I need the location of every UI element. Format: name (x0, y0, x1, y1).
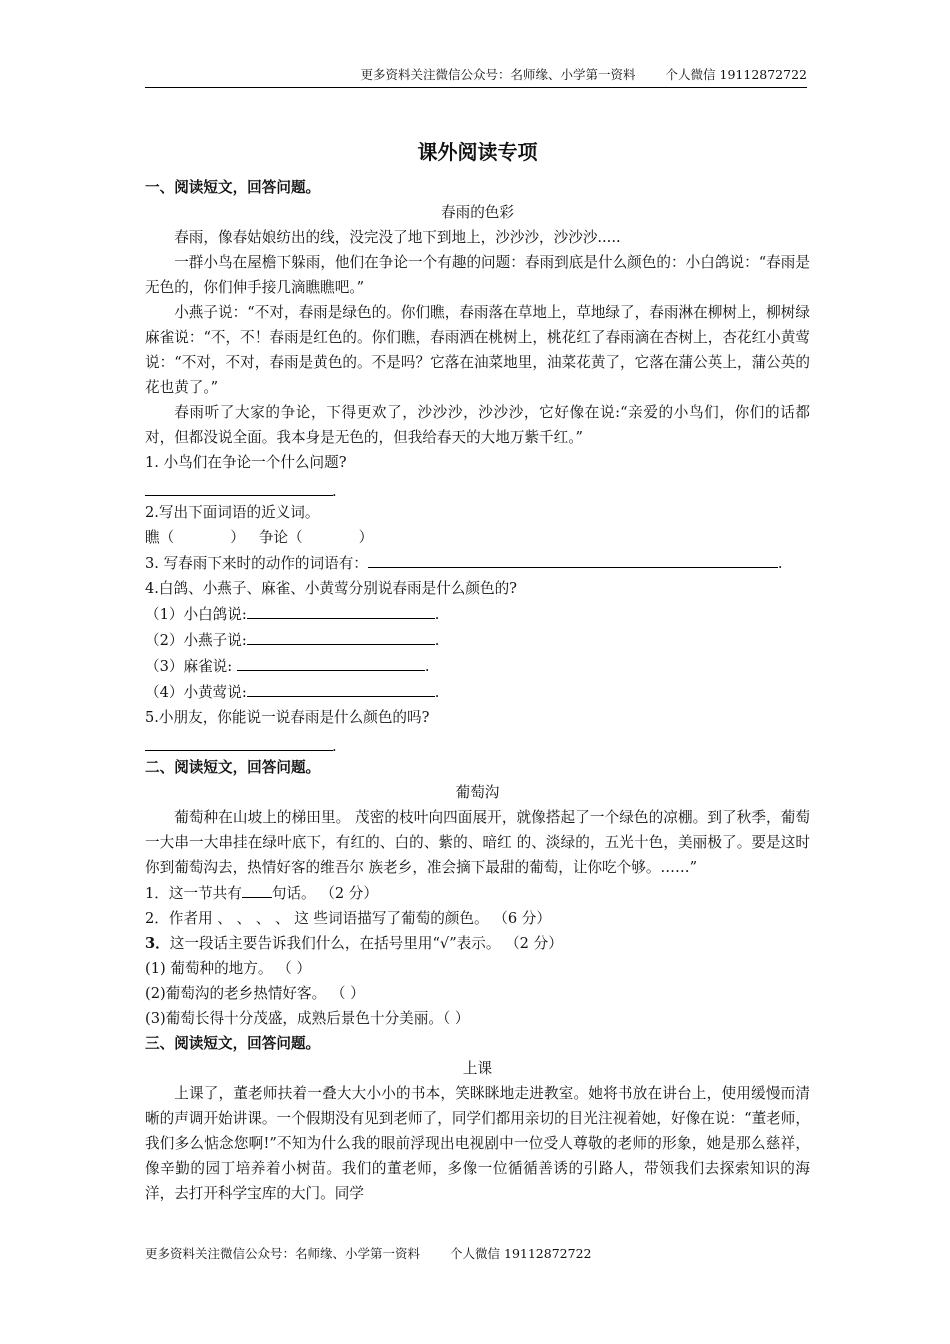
q4-item (145, 601, 810, 627)
option-item[interactable]: (1) 葡萄种的地方。 （ ） (145, 960, 311, 977)
page-footer (145, 1245, 591, 1263)
question-2-2: 2．作者用 、 、 、 、 这 些词语描写了葡萄的颜色。 （6 分） (145, 910, 551, 927)
answer-blank[interactable] (242, 880, 272, 898)
section-2 (145, 755, 810, 1031)
header-rule (145, 87, 807, 88)
answer-line-1-5[interactable] (145, 730, 810, 755)
answer-blank[interactable] (247, 627, 435, 645)
period-mark: . (332, 483, 337, 500)
section-1 (145, 175, 810, 755)
answer-blank[interactable] (237, 653, 425, 671)
footer-right-text: 个人微信 19112872722 (450, 1246, 592, 1261)
q4-item (145, 653, 810, 679)
question-1-2: 2.写出下面词语的近义词。 (145, 504, 320, 521)
section-1-paragraph: 一群小鸟在屋檐下躲雨，他们在争论一个有趣的问题：春雨到底是什么颜色的：小白鸽说：“春雨是无色的，你们伸手接几滴瞧瞧吧。” (145, 254, 810, 296)
period-mark: . (777, 555, 783, 572)
q4-item-label: （3）麻雀说: (145, 658, 237, 675)
synonym-word-1: 瞧（ (145, 529, 175, 546)
section-2-paragraph: 葡萄种在山坡上的梯田里。 茂密的枝叶向四面展开，就像搭起了一个绿色的凉棚。到了秋季，葡萄一大串一大串挂在绿叶底下，有红的、白的、紫的、暗红 的、淡绿的，五光十色，美丽极了。要是这时你到葡萄沟去，热情好客的维吾尔 族老乡，准会摘下最甜的葡萄，让你吃个够。……” (145, 809, 810, 876)
question-2-1-score: 句话。 （2 分） (271, 885, 378, 902)
answer-blank[interactable] (368, 550, 778, 568)
section-1-paragraph: 春雨，像春姑娘纺出的线，没完没了地下到地上，沙沙沙，沙沙沙..... (174, 229, 621, 246)
answer-blank[interactable] (247, 601, 435, 619)
section-1-paragraph: 春雨听了大家的争论，下得更欢了，沙沙沙，沙沙沙，它好像在说:“亲爱的小鸟们，你们的话都对，但都没说全面。我本身是无色的，但我给春天的大地万紫千红。” (145, 404, 810, 446)
period-mark: . (332, 738, 337, 755)
article-title-1: 春雨的色彩 (441, 204, 514, 221)
q4-item (145, 679, 810, 705)
section-3-heading: 三、阅读短文，回答问题。 (145, 1035, 321, 1052)
answer-blank[interactable] (145, 495, 333, 496)
question-2-1-text: 1．这一节共有 (145, 885, 242, 902)
header-right-text: 个人微信 19112872722 (665, 67, 807, 82)
section-1-heading: 一、阅读短文，回答问题。 (145, 179, 321, 196)
section-3-paragraph: 上课了，董老师扶着一叠大大小小的书本，笑眯眯地走进教室。她将书放在讲台上，使用缓慢而清晰的声调开始讲课。一个假期没有见到老师了，同学们都用亲切的目光注视着她，好像在说：“董老师，我们多么惦念您啊!”不知为什么我的眼前浮现出电视剧中一位受人尊敬的老师的形象，她是那么慈祥，像辛勤的园丁培养着小树苗。我们的董老师，多像一位循循善诱的引路人，带领我们去探索知识的海洋，去打开科学宝库的大门。同学 (145, 1085, 810, 1202)
question-1-3 (145, 550, 810, 576)
period-mark: . (434, 632, 440, 649)
synonym-blank-2[interactable] (303, 525, 359, 542)
synonym-blank-1[interactable] (174, 525, 230, 542)
question-2-1 (145, 880, 810, 906)
period-mark: . (424, 658, 430, 675)
question-2-3-number: 3． (145, 935, 170, 952)
page-content (145, 137, 810, 1206)
article-title-3: 上课 (462, 1060, 493, 1077)
q4-item-label: （1）小白鸽说: (145, 606, 247, 623)
option-item[interactable]: (3)葡萄长得十分茂盛，成熟后景色十分美丽。（ ） (145, 1010, 470, 1027)
question-1-2-words (145, 525, 810, 550)
section-3 (145, 1031, 810, 1206)
option-item[interactable]: (2)葡萄沟的老乡热情好客。 （ ） (145, 985, 365, 1002)
period-mark: . (434, 684, 440, 701)
footer-left-text: 更多资料关注微信公众号：名师缘、小学第一资料 (145, 1246, 421, 1261)
header-left-text: 更多资料关注微信公众号：名师缘、小学第一资料 (360, 67, 636, 82)
question-2-3-text: 这一段话主要告诉我们什么，在括号里用“√”表示。 （2 分） (169, 935, 563, 952)
question-1-5: 5.小朋友，你能说一说春雨是什么颜色的吗? (145, 709, 430, 726)
answer-blank[interactable] (247, 679, 435, 697)
answer-line-1-1[interactable] (145, 475, 810, 500)
question-1-1: 1. 小鸟们在争论一个什么问题? (145, 454, 347, 471)
synonym-close-1: ） (230, 529, 245, 546)
question-1-3-text: 3. 写春雨下来时的动作的词语有： (145, 555, 368, 572)
synonym-word-2: 争论（ (258, 529, 303, 546)
question-1-4: 4.白鸽、小燕子、麻雀、小黄莺分别说春雨是什么颜色的? (145, 580, 518, 597)
period-mark: . (434, 606, 440, 623)
section-1-paragraph: 小燕子说：“不对，春雨是绿色的。你们瞧，春雨落在草地上，草地绿了，春雨淋在柳树上，柳树绿麻雀说：“不，不！春雨是红色的。你们瞧，春雨洒在桃树上，桃花红了春雨滴在杏树上，杏花红小黄莺说：“不对，不对，春雨是黄色的。不是吗？它落在油菜地里，油菜花黄了，它落在蒲公英上，蒲公英的花也黄了。” (145, 304, 810, 396)
article-title-2: 葡萄沟 (455, 784, 500, 801)
page-header (145, 66, 807, 84)
answer-blank[interactable] (145, 750, 333, 751)
page-title: 课外阅读专项 (417, 140, 538, 164)
section-2-heading: 二、阅读短文，回答问题。 (145, 759, 321, 776)
synonym-close-2: ） (358, 529, 374, 546)
question-2-3 (145, 931, 810, 956)
q4-item (145, 627, 810, 653)
q4-item-label: （2）小燕子说: (145, 632, 247, 649)
q4-item-label: （4）小黄莺说: (145, 684, 247, 701)
